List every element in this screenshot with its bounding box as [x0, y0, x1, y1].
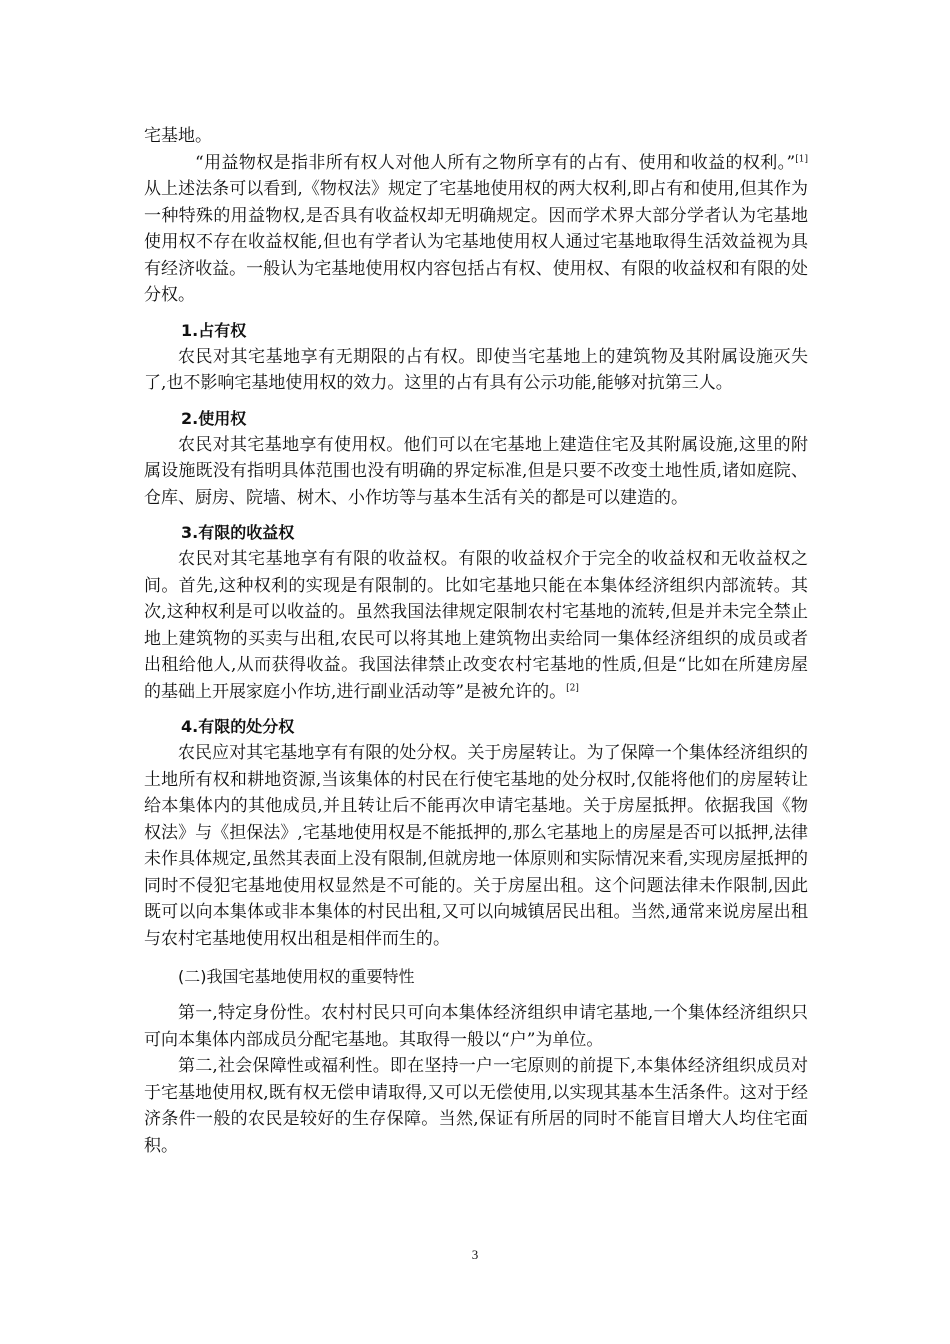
heading-limited-income-right: 3.有限的收益权 [181, 523, 295, 542]
definition-quote: “用益物权是指非所有权人对他人所有之物所享有的占有、使用和收益的权利。” [195, 152, 796, 173]
limited-income-right-text: 农民对其宅基地享有有限的收益权。有限的收益权介于完全的收益权和无收益权之间。首先,这种权利的实现是有限制的。比如宅基地只能在本集体经济组织内部流转。其次,这种权利是可以收益的。虽然我国法律规定限制农村宅基地的流转,但是并未完全禁止地上建筑物的买卖与出租,农民可以将其地上建筑物出卖给同一集体经济组织的成员或者出租给他人,从而获得收益。我国法律禁止改变农村宅基地的性质,但是“比如在所建房屋的基础上开展家庭小作坊,进行副业活动等”是被允许的。 [144, 549, 808, 702]
definition-rest: 从上述法条可以看到,《物权法》规定了宅基地使用权的两大权利,即占有和使用,但其作为一种特殊的用益物权,是否具有收益权却无明确规定。因而学术界大部分学者认为宅基地使用权不存在收益权能,但也有学者认为宅基地使用权人通过宅基地取得生活效益视为具有经济收益。一般认为宅基地使用权内容包括占有权、使用权、有限的收益权和有限的处分权。 [144, 179, 808, 305]
document-body [144, 123, 808, 1159]
possession-right-paragraph: 农民对其宅基地享有无期限的占有权。即使当宅基地上的建筑物及其附属设施灭失了,也不影响宅基地使用权的效力。这里的占有具有公示功能,能够对抗第三人。 [144, 346, 808, 393]
characteristic-welfare-paragraph: 第二,社会保障性或福利性。即在坚持一户一宅原则的前提下,本集体经济组织成员对于宅基地使用权,既有权无偿申请取得,又可以无偿使用,以实现其基本生活条件。这对于经济条件一般的农民是较好的生存保障。当然,保证有所居的同时不能盲目增大人均住宅面积。 [144, 1056, 808, 1156]
heading-possession-right: 1.占有权 [181, 320, 247, 340]
heading-use-right: 2.使用权 [181, 408, 247, 428]
citation-ref-2: [2] [566, 682, 579, 693]
limited-disposal-right-paragraph: 农民应对其宅基地享有有限的处分权。关于房屋转让。为了保障一个集体经济组织的土地所有权和耕地资源,当该集体的村民在行使宅基地的处分权时,仅能将他们的房屋转让给本集体内的其他成员,并且转让后不能再次申请宅基地。关于房屋抵押。依据我国《物权法》与《担保法》,宅基地使用权是不能抵押的,那么宅基地上的房屋是否可以抵押,法律未作具体规定,虽然其表面上没有限制,但就房地一体原则和实际情况来看,实现房屋抵押的同时不侵犯宅基地使用权显然是不可能的。关于房屋出租。这个问题法律未作限制,因此既可以向本集体或非本集体的村民出租,又可以向城镇居民出租。当然,通常来说房屋出租与农村宅基地使用权出租是相伴而生的。 [144, 743, 808, 949]
intro-tail-paragraph: 宅基地。 [144, 126, 212, 146]
heading-limited-disposal-right: 4.有限的处分权 [181, 717, 295, 736]
citation-ref-1: [1] [795, 153, 808, 164]
limited-income-right-paragraph [144, 546, 808, 705]
use-right-paragraph: 农民对其宅基地享有使用权。他们可以在宅基地上建造住宅及其附属设施,这里的附属设施既没有指明具体范围也没有明确的界定标准,但是只要不改变土地性质,诸如庭院、仓库、厨房、院墙、树木、小作坊等与基本生活有关的都是可以建造的。 [144, 434, 808, 508]
definition-paragraph [144, 150, 808, 309]
page-number: 3 [471, 1247, 479, 1262]
section-heading-characteristics: (二)我国宅基地使用权的重要特性 [178, 967, 415, 986]
characteristic-identity-paragraph: 第一,特定身份性。农村村民只可向本集体经济组织申请宅基地,一个集体经济组织只可向本集体内部成员分配宅基地。其取得一般以“户”为单位。 [144, 1003, 808, 1050]
